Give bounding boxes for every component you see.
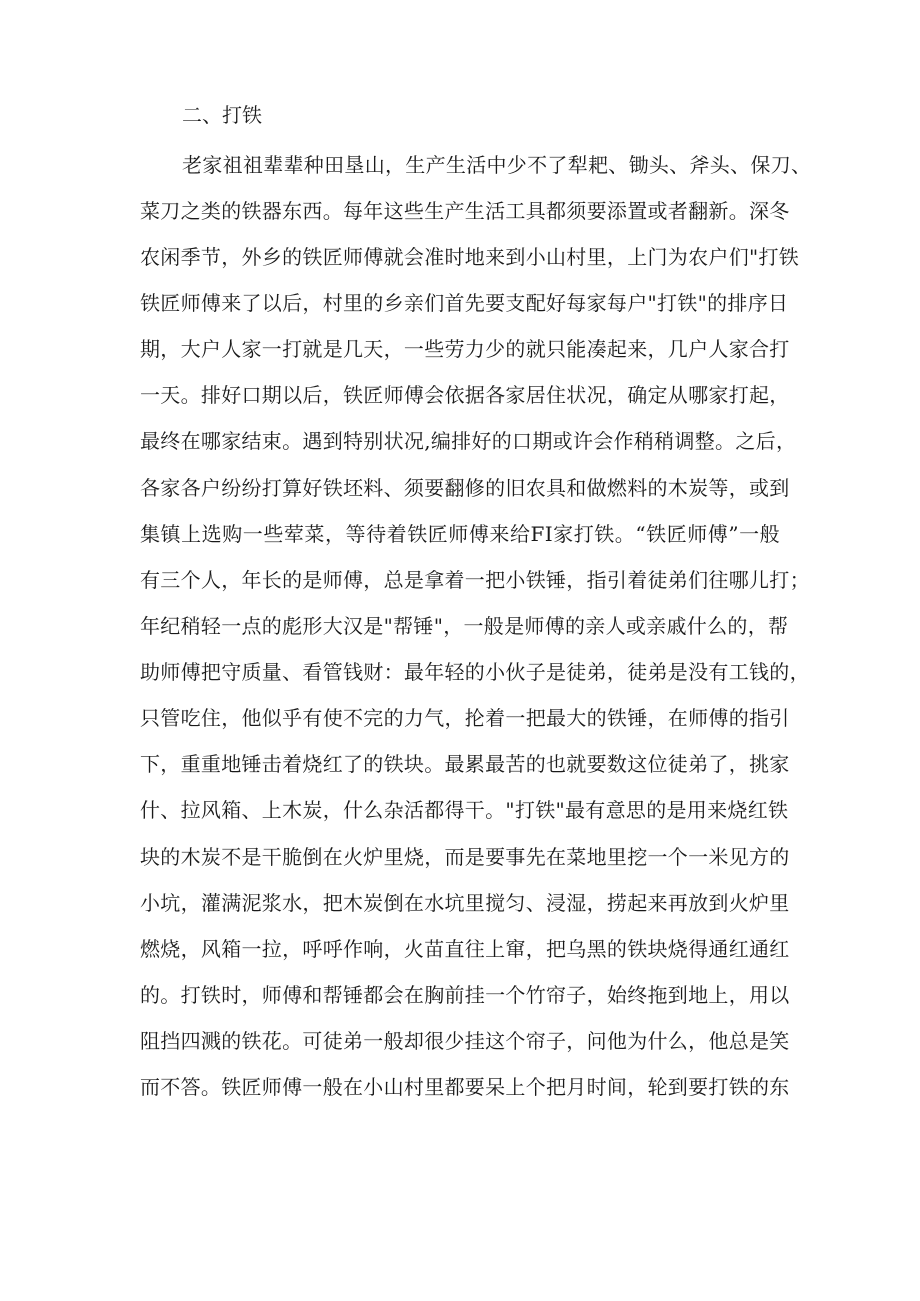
paragraph-line: 有三个人，年长的是师傅，总是拿着一把小铁锤，指引着徒弟们往哪儿打； bbox=[140, 568, 810, 592]
paragraph-line: 各家各户纷纷打算好铁坯料、须要翻修的旧农具和做燃料的木炭等，或到 bbox=[140, 476, 790, 500]
paragraph-line: 小坑，灌满泥浆水，把木炭倒在水坑里搅匀、浸湿，捞起来再放到火炉里 bbox=[140, 891, 790, 915]
paragraph-line: 最终在哪家结束。遇到特别状况,编排好的口期或许会作稍稍调整。之后， bbox=[140, 429, 797, 453]
paragraph-line: 燃烧，风箱一拉，呼呼作响，火苗直往上窜，把乌黑的铁块烧得通红通红 bbox=[140, 937, 790, 961]
paragraph-line: 只管吃住，他似乎有使不完的力气，抡着一把最大的铁锤，在师傅的指引 bbox=[140, 706, 790, 730]
paragraph-line: 农闲季节，外乡的铁匠师傅就会准时地来到小山村里，上门为农户们"打铁 bbox=[140, 245, 800, 269]
paragraph-line: 的。打铁时，师傅和帮锤都会在胸前挂一个竹帘子，始终拖到地上，用以 bbox=[140, 983, 790, 1007]
paragraph-line: 菜刀之类的铁器东西。每年这些生产生活工具都须要添置或者翻新。深冬 bbox=[140, 199, 790, 223]
paragraph-line: 而不答。铁匠师傅一般在小山村里都要呆上个把月时间，轮到要打铁的东 bbox=[140, 1075, 790, 1099]
paragraph-line: 铁匠师傅来了以后，村里的乡亲们首先要支配好每家每户"打铁"的排序日 bbox=[140, 291, 789, 315]
paragraph-line: 助师傅把守质量、看管钱财：最年轻的小伙子是徒弟，徒弟是没有工钱的， bbox=[140, 660, 810, 684]
paragraph-line: 期，大户人家一打就是几天，一些劳力少的就只能凑起来，几户人家合打 bbox=[140, 337, 790, 361]
paragraph-line: 老家祖祖辈辈种田垦山，生产生活中少不了犁耙、锄头、斧头、保刀、 bbox=[182, 153, 812, 177]
paragraph-line: 阻挡四溅的铁花。可徒弟一般却很少挂这个帘子，问他为什么，他总是笑 bbox=[140, 1029, 790, 1053]
paragraph-line: 年纪稍轻一点的彪形大汉是"帮锤"，一般是师傅的亲人或亲戚什么的，帮 bbox=[140, 614, 789, 638]
paragraph-line: 集镇上选购一些荤菜，等待着铁匠师傅来给FI家打铁。“铁匠师傅”一般 bbox=[140, 522, 780, 546]
paragraph-line: 下，重重地锤击着烧红了的铁块。最累最苦的也就要数这位徒弟了，挑家 bbox=[140, 752, 790, 776]
paragraph-line: 块的木炭不是干脆倒在火炉里烧，而是要事先在菜地里挖一个一米见方的 bbox=[140, 845, 790, 869]
paragraph-line: 什、拉风箱、上木炭，什么杂活都得干。"打铁"最有意思的是用来烧红铁 bbox=[140, 798, 789, 822]
section-heading: 二、打铁 bbox=[182, 103, 262, 127]
paragraph-line: 一天。排好口期以后，铁匠师傅会依据各家居住状况，确定从哪家打起， bbox=[140, 383, 790, 407]
